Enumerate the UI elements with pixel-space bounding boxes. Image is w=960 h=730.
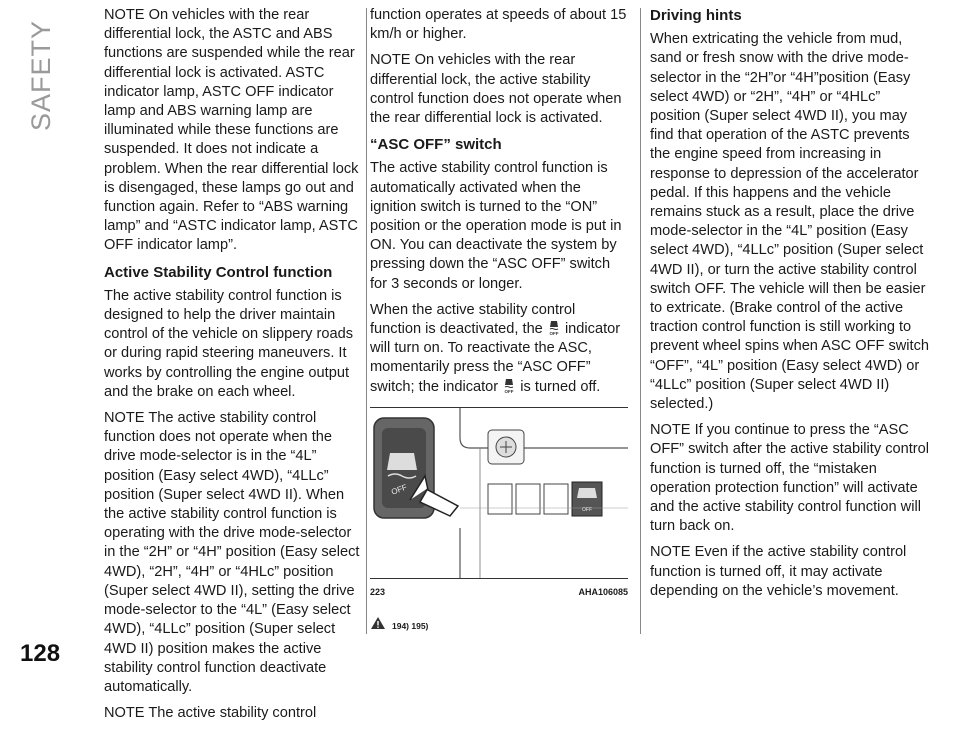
paragraph: The active stability control function is automatically activated when the ignition switch is turned to the “ON” position or the operation mode is put in ON. You can deactivate the system by pressing down the “ASC OFF” switch for 3 seconds or longer. <box>370 160 622 292</box>
section-tab <box>4 20 74 130</box>
note-paragraph: NOTE On vehicles with the rear differential lock, the ASTC and ABS functions are suspended while the rear differential lock is activated. ASTC indicator lamp, ASTC OFF indicator lamp and ABS warning lamp are illuminated while these functions are suspended. It does not indicate a problem. When the rear differential lock is disengaged, these lamps go out and function again. Refer to “ABS warning lamp” and “ASTC indicator lamp, ASTC OFF indicator lamp”. <box>104 7 359 254</box>
text-span: indicator will turn on. To reactivate the ASC, momentarily press the “ASC OFF” switch; the indicator <box>370 321 621 395</box>
note-paragraph: NOTE If you continue to press the “ASC OFF” switch after the active stability control function is turned off, the “mistaken operation protection function” will activate and the active stability control function will turn back on. <box>650 422 929 535</box>
svg-text:OFF: OFF <box>504 388 514 394</box>
column-divider <box>640 8 641 634</box>
asc-off-indicator-icon <box>548 320 560 336</box>
svg-text:OFF: OFF <box>549 331 559 337</box>
section-tab-label: SAFETY <box>26 19 57 132</box>
text-span: When the active stability control function is deactivated, the <box>370 301 576 338</box>
column-divider <box>366 8 367 634</box>
figure-caption <box>370 583 628 602</box>
warning-triangle-icon <box>370 616 386 637</box>
figure-number: 223 <box>370 586 386 597</box>
column-3 <box>650 6 930 608</box>
warning-ref-text: 194) 195) <box>392 621 429 632</box>
section-heading: Active Stability Control function <box>104 263 333 281</box>
paragraph <box>370 301 630 397</box>
asc-off-switch-illustration <box>370 407 628 579</box>
paragraph: When extricating the vehicle from mud, sand or fresh snow with the drive mode-selector in the “2H”or “4H”position (Easy select 4WD) or “2H”, “4H” or “4HLc” position (Super select 4WD II), you may find that operation of the ASTC prevents the engine speed from increasing in response to depression of the accelerator pedal. If this happens and the vehicle remains stuck as a result, place the drive mode-selector in the “4L” position (Easy select 4WD), “4LLc” position (Super select 4WD II), or turn the active stability control switch OFF. The vehicle will then be easier to extricate. (Brake control of the active traction control function is still working to prevent wheel spins when ASC OFF switch “OFF”, “4L” position (Easy select 4WD) or “4LLc” position (Super select 4WD II) selected.) <box>650 31 930 413</box>
note-paragraph: NOTE The active stability control function does not operate when the drive mode-selector is in the “4L” position (Easy select 4WD), “4LLc” position (Super select 4WD II). When the active stability control function is operating with the drive mode-selector in the “2H” or “4H” position (Easy select 4WD), “2H”, “4H” or “4HLc” position (Super select 4WD II), setting the drive mode-selector to the “4L” (Easy select 4WD), “4LLc” position (Super select 4WD II) position makes the active stability control function deactivate automatically. <box>104 410 360 695</box>
figure <box>370 407 628 637</box>
section-heading: “ASC OFF” switch <box>370 136 502 154</box>
paragraph: function operates at speeds of about 15 km/h or higher. <box>370 7 627 43</box>
paragraph: The active stability control function is designed to help the driver maintain control of the vehicle on slippery roads or during rapid steering maneuvers. It works by controlling the engine output and the brake on each wheel. <box>104 287 354 400</box>
column-1 <box>104 6 362 730</box>
asc-off-indicator-icon <box>503 378 515 394</box>
section-heading: Driving hints <box>650 7 742 24</box>
column-2 <box>370 6 630 637</box>
svg-text:OFF: OFF <box>390 482 409 497</box>
warning-reference <box>370 616 628 637</box>
note-paragraph: NOTE Even if the active stability control function is turned off, it may activate depending on the vehicle’s movement. <box>650 544 907 599</box>
svg-text:OFF: OFF <box>582 506 592 513</box>
page-number: 128 <box>20 640 61 667</box>
note-paragraph: NOTE The active stability control <box>104 705 317 722</box>
text-span: is turned off. <box>520 378 601 395</box>
note-paragraph: NOTE On vehicles with the rear differential lock, the active stability control function does not operate when the rear differential lock is activated. <box>370 52 622 127</box>
figure-code: AHA106085 <box>578 586 628 597</box>
